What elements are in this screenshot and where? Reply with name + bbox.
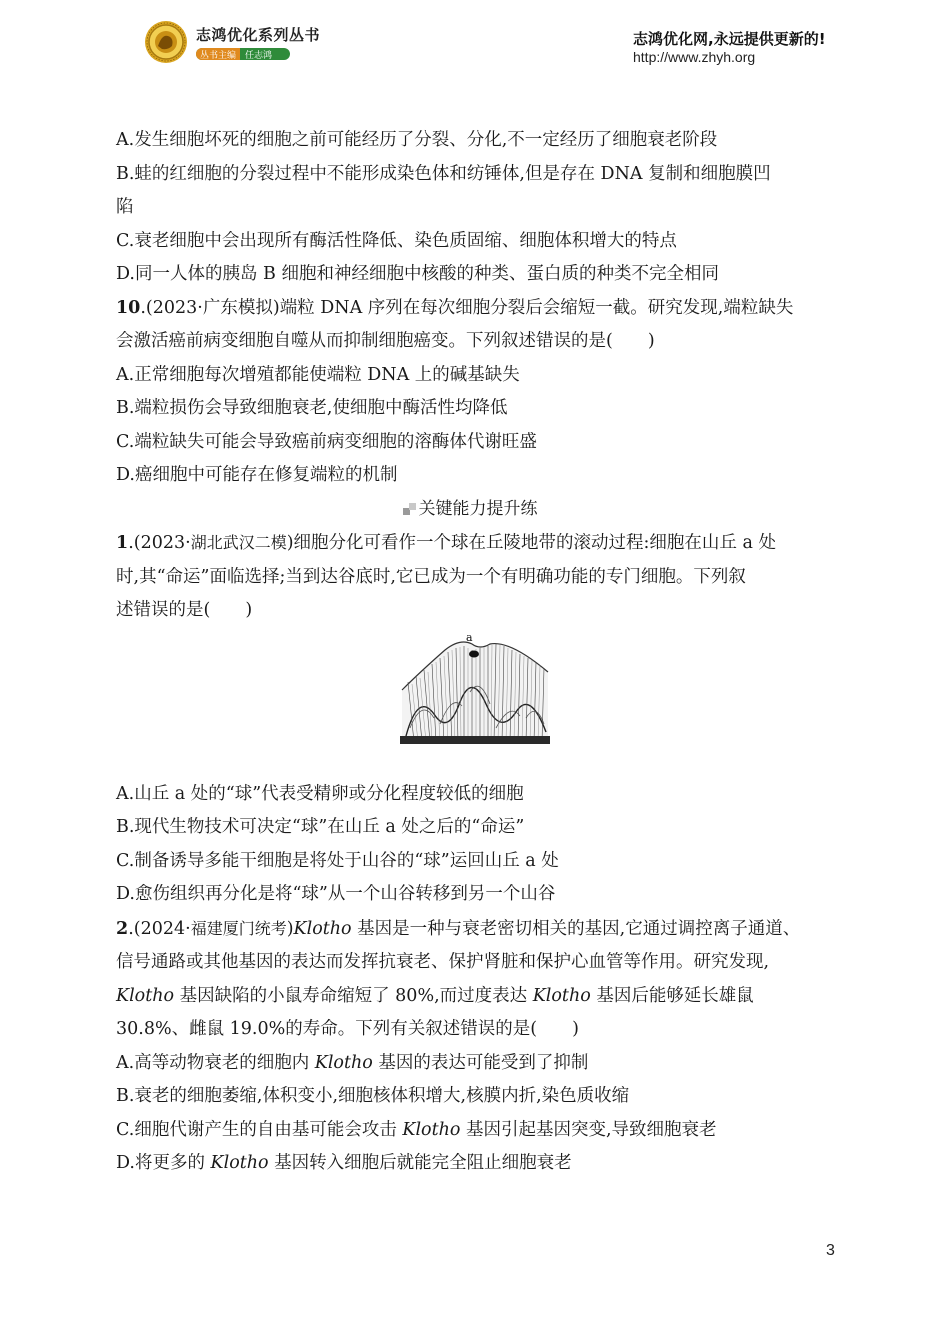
q2-gene-name: Klotho [210,1153,269,1173]
q2-gene-name: Klotho [532,985,591,1006]
editor-name: 任志鸿 [245,50,273,61]
q2-source-name: 福建厦门统考 [190,918,287,938]
q2-gene-name: Klotho [402,1119,461,1140]
q1-option-c: C.制备诱导多能干细胞是将处于山谷的“球”运回山丘 a 处 [116,850,559,871]
q1-stem-line1 [116,526,836,561]
zhihong-seal-logo-icon [144,20,188,64]
q2-gene-name: Klotho [116,985,175,1006]
q1-option-a: A.山丘 a 处的“球”代表受精卵或分化程度较低的细胞 [116,783,524,804]
q2-option-b: B.衰老的细胞萎缩,体积变小,细胞核体积增大,核膜内折,染色质收缩 [116,1086,630,1106]
q10-stem-line1 [116,292,836,326]
q2-stem-line2: 信号通路或其他基因的表达而发挥抗衰老、保护肾脏和保护心血管等作用。研究发现, [116,952,770,972]
q2-option-a [116,1047,836,1081]
q10-option-c: C.端粒缺失可能会导致癌前病变细胞的溶酶体代谢旺盛 [116,431,537,452]
q9-option-b-line2: 陷 [116,197,134,217]
q2-option-c-pre: C.细胞代谢产生的自由基可能会攻击 [116,1119,403,1140]
q2-stem-line3 [116,980,836,1014]
q10-stem-line2: 会激活癌前病变细胞自噬从而抑制细胞癌变。下列叙述错误的是( ) [116,331,655,351]
q9-option-d: D.同一人体的胰岛 B 细胞和神经细胞中核酸的种类、蛋白质的种类不完全相同 [116,264,719,284]
q1-stem-line2: 时,其“命运”面临选择;当到达谷底时,它已成为一个有明确功能的专门细胞。下列叙 [116,566,746,587]
q1-source-name: 湖北武汉二模 [190,533,287,552]
q2-stem-line4: 30.8%、雌鼠 19.0%的寿命。下列有关叙述错误的是( ) [116,1019,579,1039]
figure-label-a: a [466,631,473,644]
q10-option-a: A.正常细胞每次增殖都能使端粒 DNA 上的碱基缺失 [116,364,520,385]
site-url-link[interactable]: http://www.zhyh.org [633,49,756,65]
q2-gene-name: Klotho [314,1052,373,1073]
q2-option-a-pre: A.高等动物衰老的细胞内 [116,1052,315,1073]
q2-gene-name: Klotho [293,918,352,939]
q1-option-b: B.现代生物技术可决定“球”在山丘 a 处之后的“命运” [116,817,525,837]
editor-label: 丛书主编 [196,48,240,60]
q2-stem-text-a: 基因缺陷的小鼠寿命缩短了 80%,而过度表达 [174,985,533,1006]
q2-stem-text: 基因是一种与衰老密切相关的基因,它通过调控离子通道、 [351,918,801,939]
document-body [116,124,836,1181]
q2-option-c [116,1114,836,1148]
q10-option-d: D.癌细胞中可能存在修复端粒的机制 [116,465,398,485]
section-heading [104,493,836,527]
q10-stem-text: 端粒 DNA 序列在每次细胞分裂后会缩短一截。研究发现,端粒缺失 [279,297,794,318]
q1-stem-line3: 述错误的是( ) [116,600,253,620]
waddington-landscape-figure [116,628,836,778]
brand-title: 志鸿优化系列丛书 [196,26,321,44]
brand-editor-bar [196,48,290,60]
q10-source: .(2023·广东模拟) [140,297,280,318]
q2-option-c-post: 基因引起基因突变,导致细胞衰老 [460,1119,717,1140]
q2-stem-text-b: 基因后能够延长雄鼠 [590,985,754,1006]
site-slogan: 志鸿优化网,永远提供更新的! [633,30,826,48]
q1-stem-text: )细胞分化可看作一个球在丘陵地带的滚动过程:细胞在山丘 a 处 [286,533,776,553]
q1-number: 1 [116,533,129,553]
q10-number: 10 [116,297,141,318]
q10-option-b: B.端粒损伤会导致细胞衰老,使细胞中酶活性均降低 [116,398,508,418]
q2-stem-line1 [116,912,836,947]
q1-option-d: D.愈伤组织再分化是将“球”从一个山谷转移到另一个山谷 [116,884,556,904]
q2-number: 2 [116,918,129,939]
section-title: 关键能力提升练 [418,498,538,519]
page-header [0,0,950,90]
q2-option-a-post: 基因的表达可能受到了抑制 [372,1052,589,1073]
q2-source-prefix: .(2024· [128,918,191,939]
q2-option-d-post: 基因转入细胞后就能完全阻止细胞衰老 [268,1153,572,1173]
section-marker-icon [403,503,417,515]
q2-option-d-pre: D.将更多的 [116,1153,211,1173]
landscape-illustration [400,632,550,744]
q2-option-d [116,1147,836,1181]
q1-source-prefix: .(2023· [128,533,191,553]
q9-option-c: C.衰老细胞中会出现所有酶活性降低、染色质固缩、细胞体积增大的特点 [116,230,677,251]
q9-option-a: A.发生细胞坏死的细胞之前可能经历了分裂、分化,不一定经历了细胞衰老阶段 [116,130,718,150]
q2-close-paren: ) [286,918,294,939]
q9-option-b-line1: B.蛙的红细胞的分裂过程中不能形成染色体和纺锤体,但是存在 DNA 复制和细胞膜凹 [116,163,771,184]
page-number: 3 [826,1242,835,1259]
ball-icon [469,650,479,657]
